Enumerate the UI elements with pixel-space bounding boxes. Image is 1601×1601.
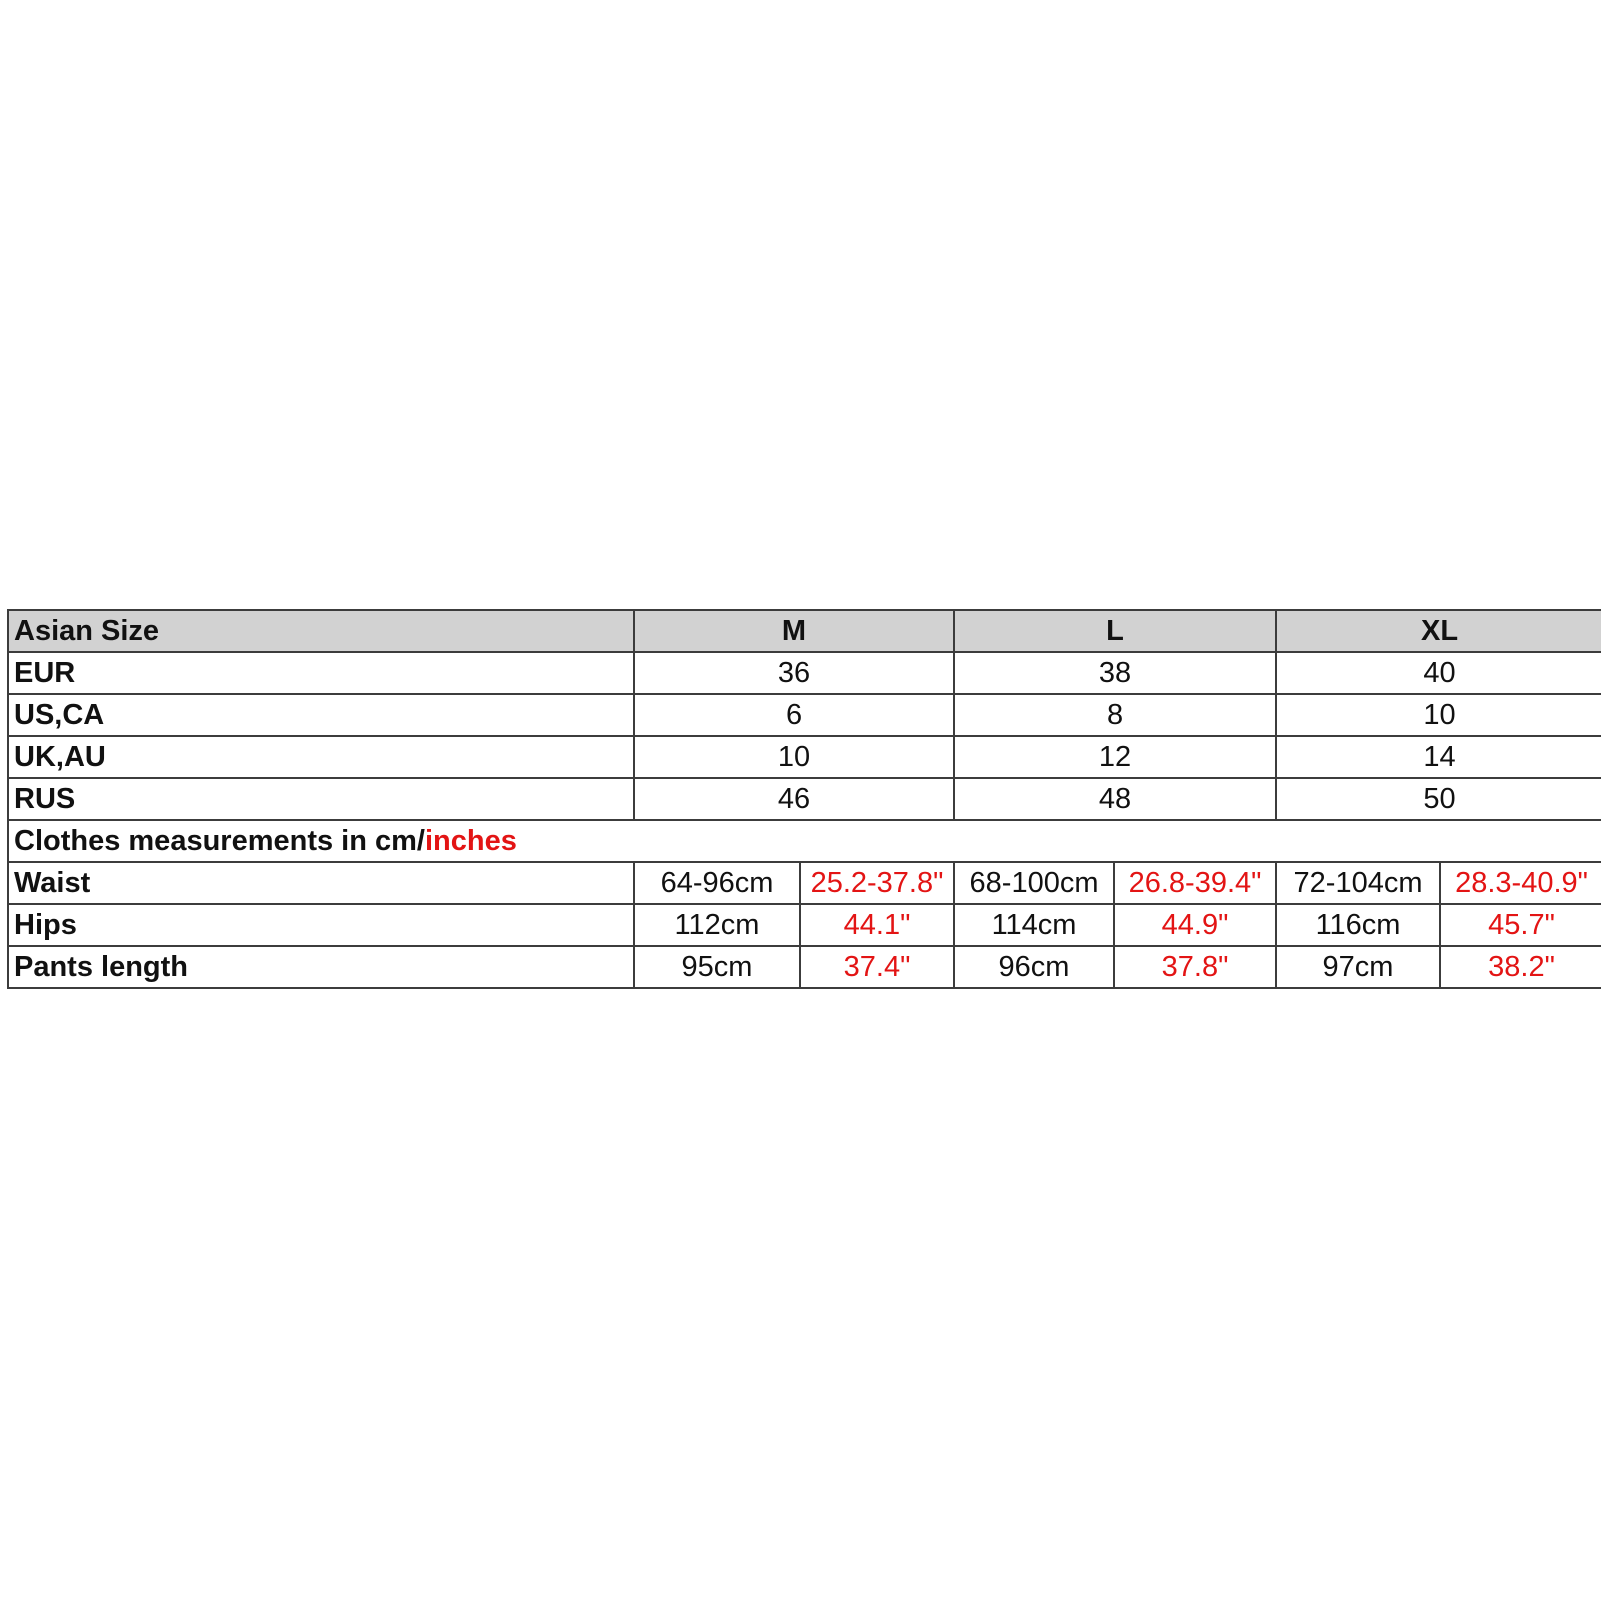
heading-inches-text: inches (424, 824, 517, 857)
cell-cm: 96cm (954, 946, 1114, 988)
cell-inch: 37.4" (800, 946, 954, 988)
cell-value: 8 (954, 694, 1276, 736)
table-row (8, 694, 1601, 736)
row-label: RUS (8, 778, 634, 820)
row-label: EUR (8, 652, 634, 694)
cell-cm: 114cm (954, 904, 1114, 946)
table-row (8, 778, 1601, 820)
heading-cm-text: Clothes measurements in cm/ (14, 824, 425, 857)
header-row (8, 610, 1601, 652)
table-row (8, 862, 1601, 904)
cell-value: 14 (1276, 736, 1601, 778)
cell-cm: 64-96cm (634, 862, 800, 904)
cell-value: 50 (1276, 778, 1601, 820)
size-chart-table (7, 609, 1601, 989)
cell-value: 6 (634, 694, 954, 736)
cell-cm: 116cm (1276, 904, 1440, 946)
cell-inch: 44.1" (800, 904, 954, 946)
cell-inch: 44.9" (1114, 904, 1276, 946)
cell-cm: 97cm (1276, 946, 1440, 988)
row-label: Hips (8, 904, 634, 946)
table-row (8, 904, 1601, 946)
measurements-heading (8, 820, 1601, 862)
row-label: Pants length (8, 946, 634, 988)
cell-inch: 38.2" (1440, 946, 1601, 988)
cell-cm: 68-100cm (954, 862, 1114, 904)
table-row (8, 652, 1601, 694)
row-label: UK,AU (8, 736, 634, 778)
cell-cm: 95cm (634, 946, 800, 988)
cell-value: 36 (634, 652, 954, 694)
cell-inch: 37.8" (1114, 946, 1276, 988)
cell-value: 12 (954, 736, 1276, 778)
cell-inch: 28.3-40.9" (1440, 862, 1601, 904)
cell-inch: 26.8-39.4" (1114, 862, 1276, 904)
cell-value: 46 (634, 778, 954, 820)
cell-inch: 45.7" (1440, 904, 1601, 946)
table-row (8, 946, 1601, 988)
table-row (8, 736, 1601, 778)
row-label: US,CA (8, 694, 634, 736)
section-heading-row (8, 820, 1601, 862)
cell-value: 48 (954, 778, 1276, 820)
cell-value: 10 (1276, 694, 1601, 736)
cell-inch: 25.2-37.8" (800, 862, 954, 904)
header-label: Asian Size (8, 610, 634, 652)
row-label: Waist (8, 862, 634, 904)
cell-value: 38 (954, 652, 1276, 694)
size-m-header: M (634, 610, 954, 652)
cell-cm: 72-104cm (1276, 862, 1440, 904)
cell-value: 10 (634, 736, 954, 778)
size-l-header: L (954, 610, 1276, 652)
cell-cm: 112cm (634, 904, 800, 946)
cell-value: 40 (1276, 652, 1601, 694)
size-xl-header: XL (1276, 610, 1601, 652)
